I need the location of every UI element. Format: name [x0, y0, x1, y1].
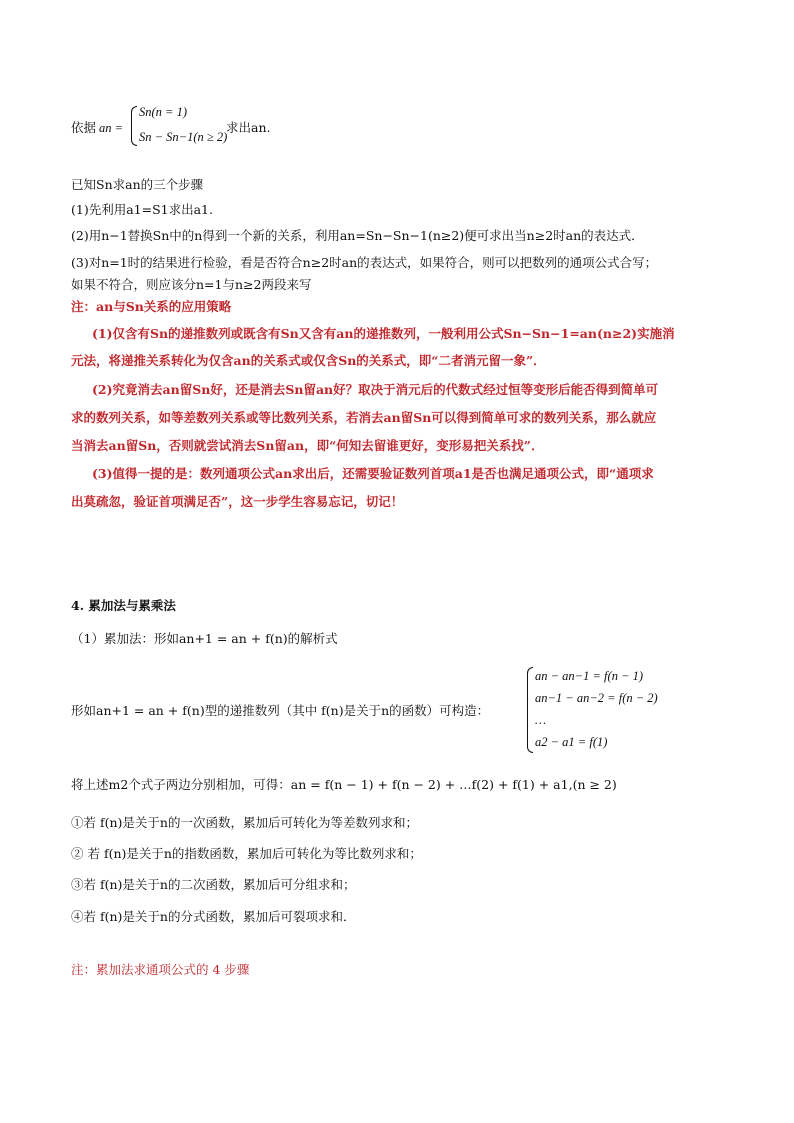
- note-point-2-line-3: 当消去an留Sn，否则就尝试消去Sn留an，即“何知去留谁更好，变形易把关系找”．: [71, 438, 544, 453]
- note-point-2-line-2: 求的数列关系，如等差数列关系或等比数列关系，若消去an留Sn可以得到简单可求的数列关系，那么就应: [71, 410, 657, 425]
- construct-text: 形如an+1 = an + f(n)型的递推数列（其中 f(n)是关于n的函数）可构造：: [71, 703, 490, 718]
- system-row: an − an−1 = f(n − 1): [535, 669, 644, 683]
- piecewise-brace: [131, 106, 137, 146]
- piecewise-prefix: 依据: [71, 120, 97, 135]
- steps-title: 已知Sn求an的三个步骤: [71, 177, 204, 192]
- note-title: 注：an与Sn关系的应用策略: [71, 299, 232, 314]
- piecewise-lhs: an =: [99, 121, 124, 135]
- note-point-3-line-2: 出莫疏忽，验证首项满足否”，这一步学生容易忘记，切记！: [71, 494, 404, 509]
- case-2: ② 若 f(n)是关于n的指数函数，累加后可转化为等比数列求和；: [71, 846, 422, 861]
- case-3: ③若 f(n)是关于n的二次函数，累加后可分组求和；: [71, 877, 356, 892]
- note-point-3-line-1: (3)值得一提的是：数列通项公式an求出后，还需要验证数列首项a1是否也满足通项公式，即“通项求: [92, 466, 654, 481]
- step-1: (1)先利用a1=S1求出a1.: [71, 202, 213, 217]
- system-row: a2 − a1 = f(1): [535, 735, 608, 749]
- step-3-line-2: 如果不符合，则应该分n=1与n≥2两段来写: [71, 277, 312, 292]
- note-point-2-line-1: (2)究竟消去an留Sn好，还是消去Sn留an好？取决于消元后的代数式经过恒等变形后能否得到简单可: [92, 382, 659, 397]
- section-4-subheading: （1）累加法：形如an+1 = an + f(n)的解析式: [71, 631, 338, 646]
- step-2: (2)用n−1替换Sn中的n得到一个新的关系，利用an=Sn−Sn−1(n≥2)便可求出当n≥2时an的表达式．: [71, 228, 644, 243]
- system-brace: [527, 667, 533, 753]
- sum-formula: 将上述m2个式子两边分别相加，可得：an = f(n − 1) + f(n − 2) + …f(2) + f(1) + a1,(n ≥ 2): [71, 777, 617, 792]
- section-4-heading: 4. 累加法与累乘法: [71, 598, 176, 613]
- system-row: …: [535, 713, 547, 727]
- piecewise-suffix: 求出an.: [226, 120, 271, 135]
- case-1: ①若 f(n)是关于n的一次函数，累加后可转化为等差数列求和；: [71, 815, 418, 830]
- piecewise-case-2: Sn − Sn−1(n ≥ 2): [139, 130, 228, 144]
- note-point-1-line-2: 元法，将递推关系转化为仅含an的关系式或仅含Sn的关系式，即“二者消元留一象”．: [71, 353, 546, 368]
- step-3-line-1: (3)对n=1时的结果进行检验，看是否符合n≥2时an的表达式，如果符合，则可以把数列的通项公式合写；: [71, 255, 658, 270]
- case-4: ④若 f(n)是关于n的分式函数，累加后可裂项求和．: [71, 909, 356, 924]
- piecewise-case-1: Sn(n = 1): [139, 105, 188, 119]
- equation-system: [527, 665, 727, 755]
- note-point-1-line-1: (1)仅含有Sn的递推数列或既含有Sn又含有an的递推数列，一般利用公式Sn−Sn−1=an(n≥2)实施消: [92, 326, 675, 341]
- steps-note: 注：累加法求通项公式的 4 步骤: [71, 962, 250, 977]
- system-row: an−1 − an−2 = f(n − 2): [535, 691, 658, 705]
